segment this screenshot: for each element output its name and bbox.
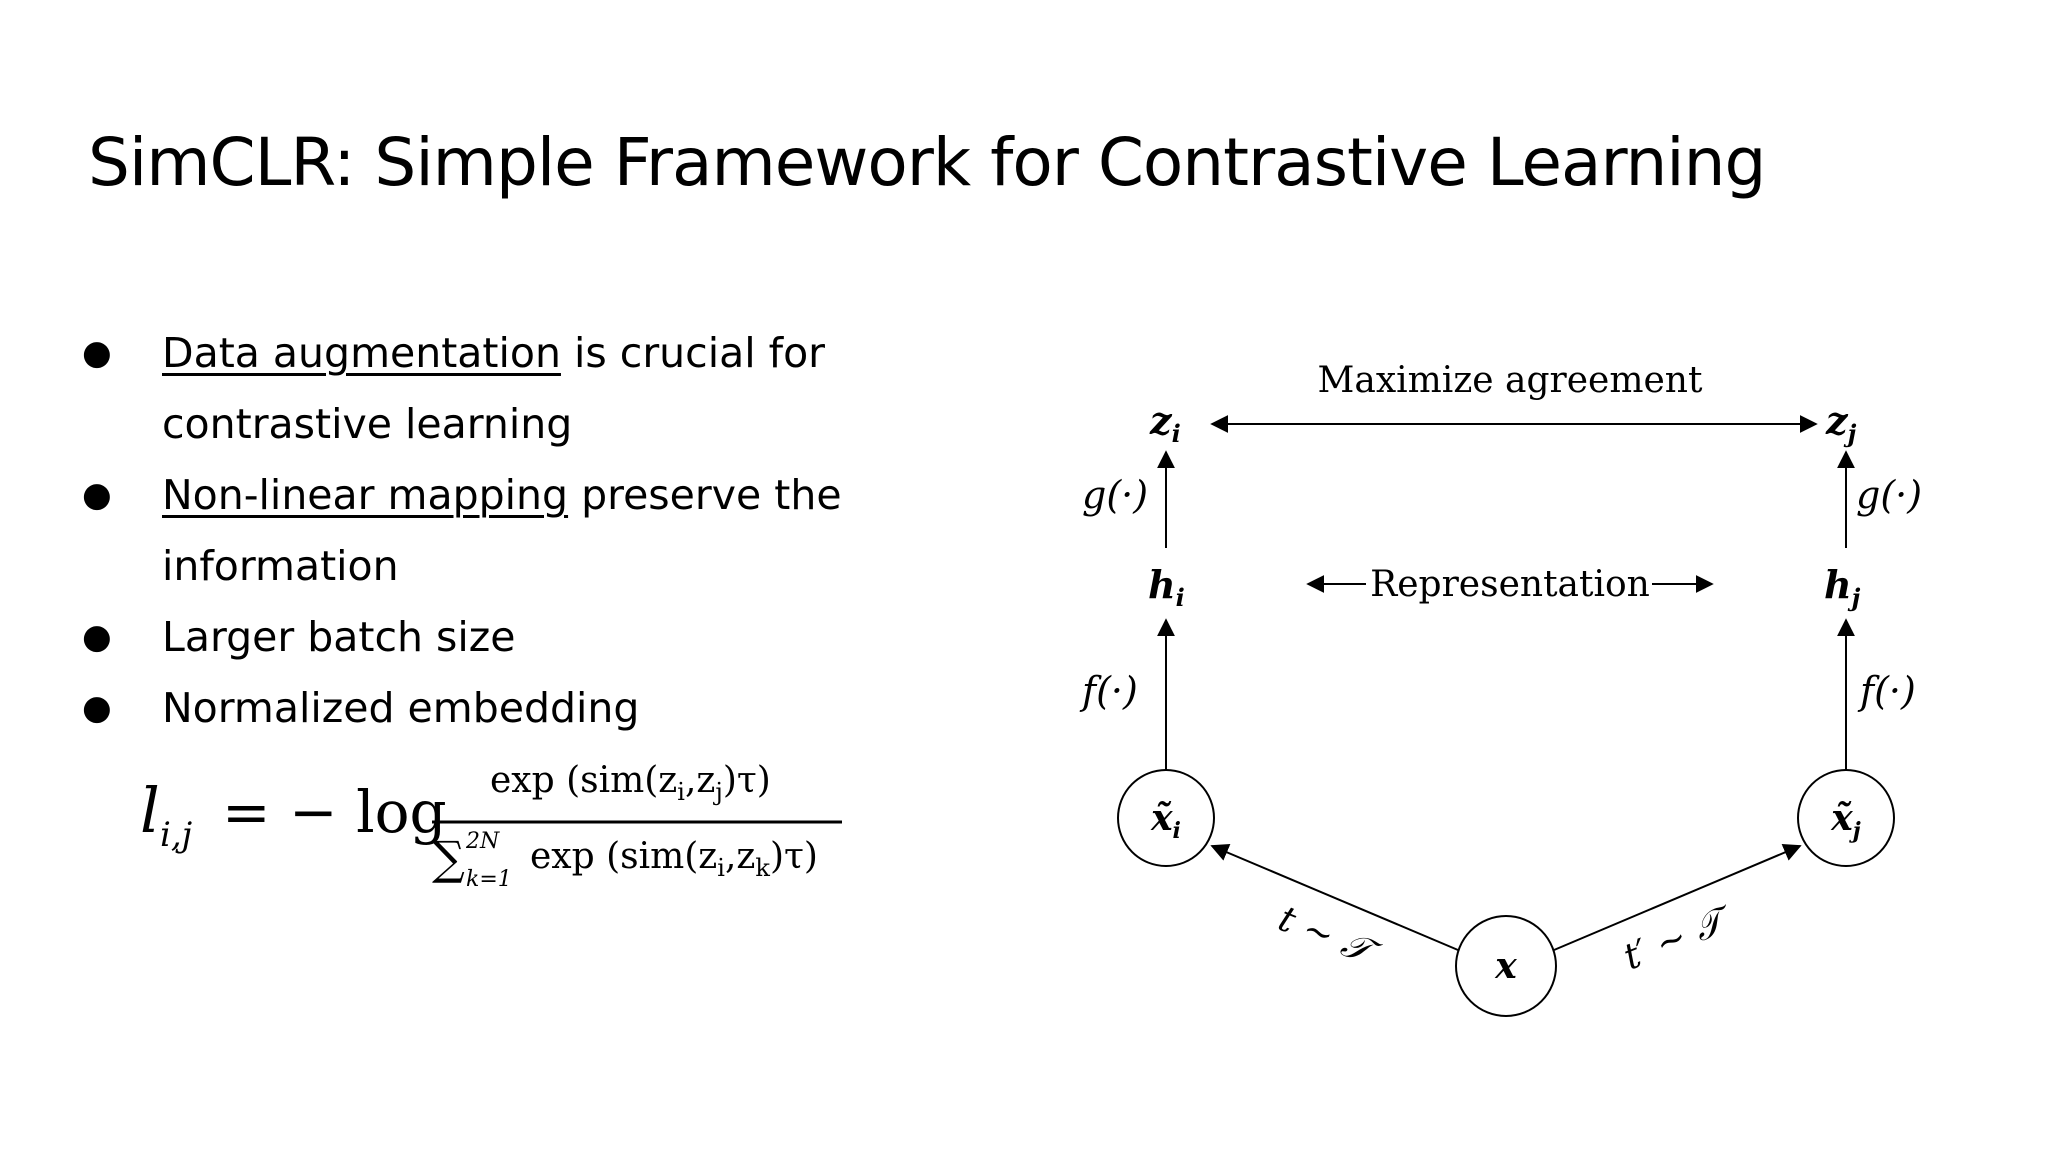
- g-right-label: g(·): [1856, 473, 1923, 517]
- bullet-dot-icon: ●: [82, 617, 112, 657]
- bullet-item: [76, 318, 896, 460]
- formula-sum-upper: 2N: [466, 829, 500, 854]
- formula-lhs-subscript: i,j: [160, 815, 193, 855]
- x-input-label: x: [1495, 945, 1517, 987]
- bullet-text: preserve the: [568, 471, 842, 519]
- formula-lhs: l: [140, 774, 160, 847]
- simclr-architecture-diagram: [1040, 330, 1980, 1050]
- t-left-label: t ∼ 𝒯: [1272, 898, 1377, 972]
- contrastive-loss-formula: [120, 740, 860, 920]
- t-right-label: t′ ∼ 𝒯: [1618, 901, 1730, 979]
- maximize-agreement-label: Maximize agreement: [1317, 360, 1703, 401]
- bullet-text: is crucial for: [560, 329, 826, 377]
- x-tilde-i-label: $x̃_i$: [1151, 797, 1181, 844]
- bullet-item: [76, 673, 896, 744]
- f-left-label: f(·): [1082, 669, 1138, 713]
- formula-sum-lower: k=1: [466, 867, 512, 892]
- f-right-label: f(·): [1860, 669, 1916, 713]
- bullet-text-continued: contrastive learning: [162, 400, 573, 448]
- g-left-label: g(·): [1082, 473, 1149, 517]
- formula-numerator: $\exp (sim(z_i,z_j)\tau)$: [490, 760, 771, 806]
- bullet-dot-icon: ●: [82, 475, 112, 515]
- bullet-dot-icon: ●: [82, 333, 112, 373]
- h-i-node: $h_i$: [1148, 562, 1185, 612]
- bullet-text-continued: information: [162, 542, 399, 590]
- bullet-underlined-text: Data augmentation: [162, 329, 561, 377]
- z-j-node: $z_j$: [1826, 398, 1857, 448]
- bullet-item: [76, 460, 896, 602]
- bullet-item: [76, 602, 896, 673]
- z-i-node: $z_i$: [1150, 398, 1181, 448]
- formula-denominator: $\exp (sim(z_i,z_k)\tau)$: [530, 836, 818, 882]
- bullet-underlined-text: Non-linear mapping: [162, 471, 569, 519]
- x-tilde-j-label: $x̃_j$: [1831, 797, 1861, 844]
- bullet-text: Larger batch size: [162, 613, 516, 661]
- formula-equals-log: = − log: [222, 778, 447, 846]
- bullet-dot-icon: ●: [82, 688, 112, 728]
- representation-label: Representation: [1370, 564, 1650, 605]
- slide-title: SimCLR: Simple Framework for Contrastive Learning: [88, 124, 1766, 201]
- formula-sum-symbol: ∑: [432, 831, 465, 885]
- bullet-text: Normalized embedding: [162, 684, 640, 732]
- bullet-list: [76, 318, 896, 744]
- h-j-node: $h_j$: [1824, 562, 1861, 612]
